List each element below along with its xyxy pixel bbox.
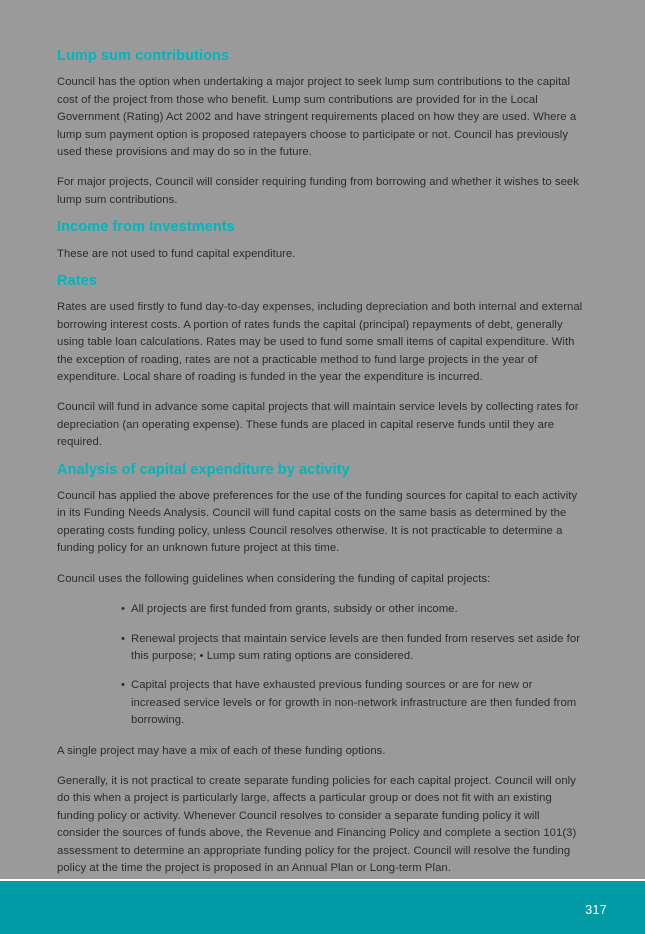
paragraph: Council will fund in advance some capital projects that will maintain service levels by collecting rates for depreciation (an operating expense). These funds are placed in capital reserve funds until they are required. bbox=[57, 401, 579, 449]
list-item-label: Renewal projects that maintain service levels are then funded from reserves set aside for this purpose; • Lump sum rating options are considered. bbox=[131, 632, 581, 662]
section-analysis-of-capital-expenditure bbox=[57, 462, 585, 878]
list-item bbox=[57, 677, 585, 729]
paragraph: These are not used to fund capital expenditure. bbox=[57, 247, 296, 260]
section-heading: Lump sum contributions bbox=[57, 48, 230, 64]
list-item bbox=[57, 631, 585, 666]
paragraph: For major projects, Council will consider requiring funding from borrowing and whether it wishes to seek lump sum contributions. bbox=[57, 176, 579, 206]
section-heading: Analysis of capital expenditure by activity bbox=[57, 461, 350, 478]
bullet-marker: • bbox=[121, 603, 126, 616]
paragraph: Council uses the following guidelines when considering the funding of capital projects: bbox=[57, 572, 491, 585]
section-rates bbox=[57, 273, 585, 452]
list-item-label: All projects are first funded from grants, subsidy or other income. bbox=[131, 603, 458, 616]
paragraph: Council has applied the above preferences for the use of the funding sources for capital to each activity in its Funding Needs Analysis. Council will fund capital costs on the same basis as determined by the operating costs funding policy, unless Council resolves otherwise. It is not practicable to determine a funding policy for an unknown future project at this time. bbox=[57, 490, 578, 555]
paragraph: Rates are used firstly to fund day-to-day expenses, including depreciation and both internal and external borrowing interest costs. A portion of rates funds the capital (principal) repayments of debt, generally using table loan calculations. Rates may be used to fund some small items of capital expenditure. With the exception of roading, rates are not a practicable method to fund large projects in the year of expenditure. Local share of roading is funded in the year the expenditure is incurred. bbox=[57, 301, 583, 384]
page-footer bbox=[0, 881, 645, 934]
section-lump-sum-contributions bbox=[57, 48, 585, 209]
bullet-marker: • bbox=[121, 632, 126, 645]
paragraph: A single project may have a mix of each of these funding options. bbox=[57, 744, 386, 757]
section-heading: Income from Investments bbox=[57, 219, 235, 236]
page-number: 317 bbox=[585, 903, 607, 917]
list-item-label: Capital projects that have exhausted previous funding sources or are for new or increased service levels or for growth in non-network infrastructure are then funded from borrowing. bbox=[131, 679, 577, 727]
paragraph: Council has the option when undertaking a major project to seek lump sum contributions to the capital cost of the project from those who benefit. Lump sum contributions are provided for in the Local Government (Rating) Act 2002 and have stringent requirements placed on how they are used. Where a lump sum payment option is proposed ratepayers choose to participate or not. Council has previously used these provisions and may do so in the future. bbox=[57, 76, 577, 159]
section-income-from-investments bbox=[57, 219, 585, 263]
bullet-marker: • bbox=[121, 679, 126, 692]
bullet-list bbox=[57, 601, 585, 729]
list-item bbox=[57, 601, 585, 618]
section-heading: Rates bbox=[57, 273, 97, 290]
paragraph: Generally, it is not practical to create separate funding policies for each capital project. Council will only do this when a project is particularly large, affects a particular group or does not fit with an existing funding policy or activity. Whenever Council resolves to consider a separate funding policy it will consider the sources of funds above, the Revenue and Financing Policy and complete a section 101(3) assessment to determine an appropriate funding policy for the project. Council will resolve the funding policy at the time the project is proposed in an Annual Plan or Long-term Plan. bbox=[57, 774, 577, 874]
page-content bbox=[57, 48, 585, 881]
